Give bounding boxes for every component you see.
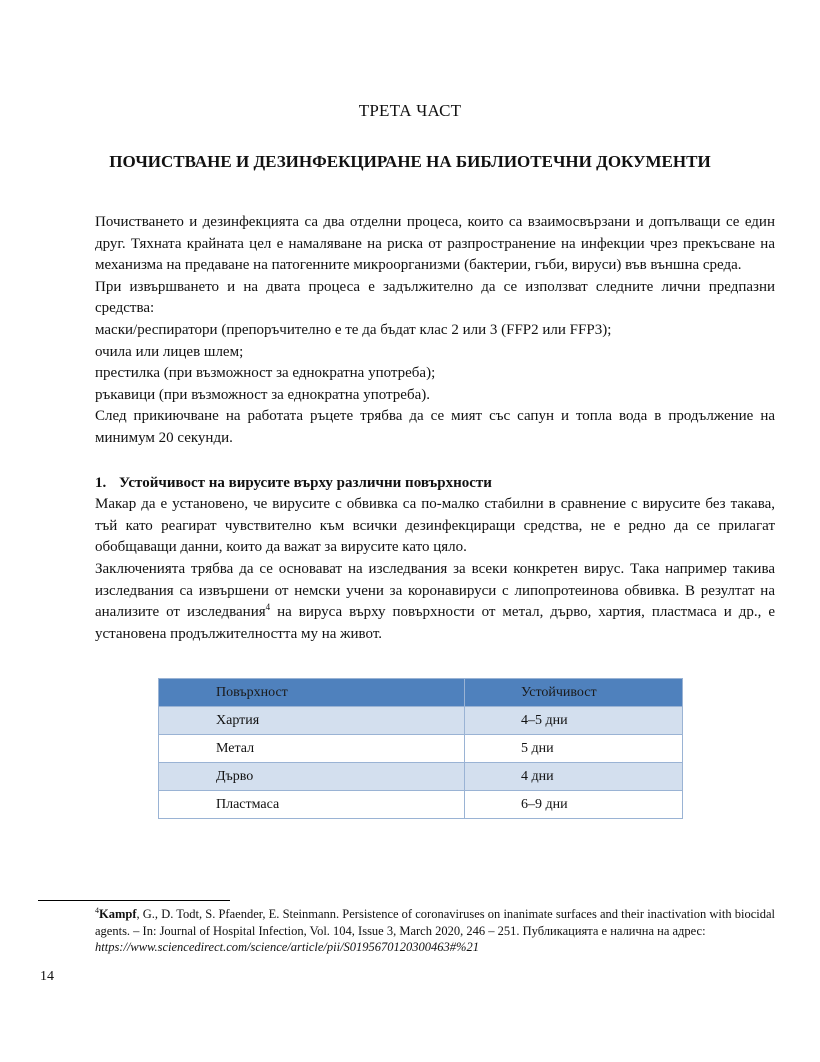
table-cell: Дърво [159, 763, 465, 791]
table-cell: 4 дни [465, 763, 683, 791]
body-content [95, 212, 775, 645]
table-header-row [159, 679, 683, 707]
intro-paragraph: Почистването и дезинфекцията са два отделни процеса, които са взаимосвързани и допълващи се един друг. Тяхната крайната цел е намаляване на риска от разпространение на инфекции чрез прекъсване на механизма на предаване на патогенните микроорганизми (бактерии, гъби, вируси) във външна среда. [95, 214, 775, 274]
table-cell: 5 дни [465, 735, 683, 763]
ppe-item: очила или лицев шлем; [95, 343, 244, 360]
table-cell: Хартия [159, 707, 465, 735]
footnote-separator [38, 900, 230, 901]
table-row [159, 735, 683, 763]
ppe-item: ръкавици (при възможност за еднократна употреба). [95, 386, 430, 403]
footnote-author: Kampf [99, 907, 137, 921]
footnote-marker: 4 [95, 905, 99, 915]
footnote [95, 906, 775, 956]
part-title: ТРЕТА ЧАСТ [358, 101, 462, 120]
ppe-item: маски/респиратори (препоръчително е те да бъдат клас 2 или 3 (FFP2 или FFP3); [95, 321, 612, 338]
table-header-cell: Повърхност [159, 679, 465, 707]
page-number: 14 [40, 969, 54, 984]
handwashing-paragraph: След прикиючване на работата ръцете трябва да се мият със сапун и топла вода в продължение на минимум 20 секунди. [95, 408, 775, 446]
section-paragraph: Макар да е установено, че вирусите с обвивка са по-малко стабилни в сравнение с вирусите без такава, тъй като реагират чувствително към всички дезинфекциращи средства, не е редно да се прилагат обобщаващи данни, които да важат за вирусите като цяло. [95, 496, 775, 556]
table-row [159, 791, 683, 819]
footnote-text: , G., D. Todt, S. Pfaender, E. Steinmann. Persistence of coronaviruses on inanimate surfaces and their inactivation with biocidal agents. – In: Journal of Hospital Infection, Vol. 104, Issue 3, March 2020, 246 – 251. Публикацията е налична на адрес: [95, 907, 775, 938]
table-row [159, 763, 683, 791]
page-title: ПОЧИСТВАНЕ И ДЕЗИНФЕКЦИРАНЕ НА БИБЛИОТЕЧНИ ДОКУМЕНТИ [109, 152, 711, 171]
virus-persistence-table [158, 678, 683, 819]
ppe-item: престилка (при възможност за еднократна употреба); [95, 365, 436, 382]
section-heading-text: Устойчивост на вирусите върху различни повърхности [119, 474, 492, 491]
table-header-cell: Устойчивост [465, 679, 683, 707]
table-row [159, 707, 683, 735]
table-cell: 6–9 дни [465, 791, 683, 819]
table-cell: 4–5 дни [465, 707, 683, 735]
table-cell: Пластмаса [159, 791, 465, 819]
section-heading [95, 473, 775, 495]
section-paragraph-with-footnote: Заключенията трябва да се основават на изследвания за всеки конкретен вирус. Така например такива изследвания са извършени от немски учени за коронавируси с липопротеинова обвивка. В резултат на анализите от изследвания$^4$ на вируса върху повърхности от метал, дърво, хартия, пластмаса и др., е установена продължителността му на живот. [95, 560, 775, 642]
section-number: 1. [95, 474, 107, 491]
ppe-intro-paragraph: При извършването и на двата процеса е задължително да се използват следните лични предпазни средства: [95, 278, 775, 317]
footnote-reference[interactable]: 4 [265, 602, 271, 613]
table-cell: Метал [159, 735, 465, 763]
footnote-link[interactable]: https://www.sciencedirect.com/science/article/pii/S0195670120300463#%21 [95, 940, 479, 954]
